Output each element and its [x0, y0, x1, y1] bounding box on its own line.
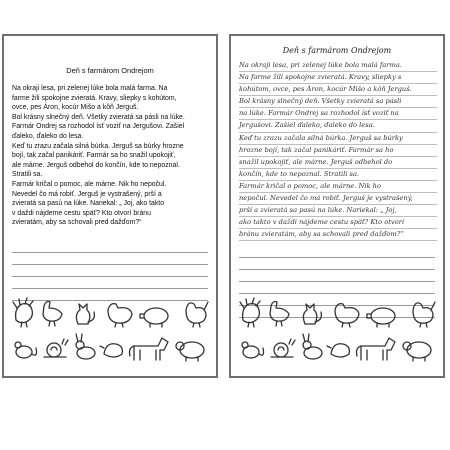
sheep-icon — [403, 342, 431, 361]
story-line: Jergušovi. Zašiel ďaleko, ďaleko do lesa. — [239, 120, 437, 132]
story-line: Bol krásny slnečný deň. Všetky zvieratá sa pásli na lúke. — [12, 113, 185, 121]
snail-icon — [271, 339, 295, 357]
story-line: Farmár kričal o pomoc, ale márne. Nik ho nepočul. — [12, 180, 167, 188]
story-line: Keď tu zrazu začala silná búrka. Jerguš sa búrky — [239, 133, 437, 145]
writing-line[interactable] — [12, 277, 208, 289]
farm-animals — [8, 296, 212, 366]
mouse-icon — [242, 342, 264, 358]
story-text — [12, 84, 210, 228]
story-line: kohútom, ovce, pes Áron, kocúr Mišo a kôň Jerguš. — [239, 84, 437, 96]
cat-icon — [303, 304, 321, 324]
pig-icon — [140, 308, 168, 327]
writing-line[interactable] — [239, 246, 435, 258]
bird-icon — [100, 344, 122, 357]
snail-icon — [44, 339, 68, 357]
farm-animals-illustration — [235, 296, 439, 366]
writing-lines — [12, 241, 208, 301]
worksheet-print — [2, 34, 218, 378]
turkey-icon — [240, 298, 260, 327]
story-line: Nevedel čo má robiť. Jerguš je vystrašený, prší a — [12, 190, 162, 198]
rooster-icon — [186, 302, 208, 327]
story-line: na lúke. Farmár Ondrej sa rozhodol ísť voziť na — [239, 108, 437, 120]
sheep-icon — [176, 342, 204, 361]
story-line: Stratili sa. — [12, 171, 43, 179]
worksheet-cursive — [229, 34, 445, 378]
writing-line[interactable] — [239, 270, 435, 282]
worksheet-title: Deň s farmárom Ondrejom — [282, 46, 392, 55]
rabbit-icon — [76, 334, 95, 359]
story-line: hrozne bojí, tak začal panikáriť. Farmár sa ho — [239, 145, 437, 157]
story-line: ovce, pes Áron, kocúr Mišo a kôň Jerguš. — [12, 104, 139, 112]
goose-icon — [43, 302, 62, 327]
story-line: Na okraji lesa, pri zelenej lúke bola malá farma. — [239, 60, 437, 72]
story-line: prší a zvieratá sa pasú na lúke. Nariekal: „ Joj, — [239, 205, 437, 217]
story-line: ďaleko, ďaleko do lesa. — [12, 132, 84, 140]
story-line: ako takto v daždi nájdeme cestu späť? Kto otvorí — [239, 217, 437, 229]
goose-icon — [270, 302, 289, 327]
story-line: bojí, tak začal panikáriť. Farmár sa ho snažil upokojiť, — [12, 152, 176, 160]
writing-line[interactable] — [239, 282, 435, 294]
hen-icon — [108, 304, 132, 327]
story-text — [239, 60, 437, 241]
farm-animals-illustration — [8, 296, 212, 366]
story-line: končín, kde to nepoznal. Stratili sa. — [239, 169, 437, 181]
hen-icon — [335, 304, 359, 327]
story-line: snažil upokojiť, ale márne. Jerguš odbehol do — [239, 157, 437, 169]
story-line: nepočul. Nevedel čo má robiť. Jerguš je vystrašený, — [239, 193, 437, 205]
farm-animals — [235, 296, 439, 366]
story-line: ale márne. Jerguš odbehol do končín, kde to nepoznal. — [12, 161, 180, 169]
story-line: Na farme žili spokojne zvieratá. Kravy, sliepky s — [239, 72, 437, 84]
writing-line[interactable] — [12, 265, 208, 277]
story-line: Farmár kričal o pomoc, ale márne. Nik ho — [239, 181, 437, 193]
worksheet-title: Deň s farmárom Ondrejom — [66, 66, 154, 75]
story-line: zvieratám, aby sa schovali pred dažďom?“ — [12, 219, 142, 227]
pig-icon — [367, 308, 395, 327]
rabbit-icon — [303, 334, 322, 359]
bird-icon — [327, 344, 349, 357]
story-line: Na okraji lesa, pri zelenej lúke bola malá farma. Na — [12, 85, 168, 92]
story-line: v daždi nájdeme cestu späť? Kto otvorí bránu — [12, 209, 151, 217]
cat-icon — [76, 304, 94, 324]
story-line: Keď tu zrazu začala silná búrka. Jerguš sa búrky hrozne — [12, 142, 184, 150]
writing-line[interactable] — [12, 241, 208, 253]
story-line: zvieratá sa pasú na lúke. Nariekal: „ Joj, ako takto — [12, 200, 165, 208]
turkey-icon — [13, 298, 33, 327]
horse-icon — [130, 338, 169, 360]
writing-line[interactable] — [239, 258, 435, 270]
story-line: bránu zvieratám, aby sa schovali pred dažďom?“ — [239, 229, 437, 241]
horse-icon — [357, 338, 396, 360]
story-line: Farmár Ondrej sa rozhodol ísť voziť na Jergušovi. Zašiel — [12, 123, 185, 131]
mouse-icon — [15, 342, 37, 358]
writing-line[interactable] — [12, 253, 208, 265]
story-line: Bol krásny slnečný deň. Všetky zvieratá sa pásli — [239, 96, 437, 108]
story-line: farme žili spokojne zvieratá. Kravy, sliepky s kohútom, — [12, 94, 177, 102]
rooster-icon — [413, 302, 435, 327]
